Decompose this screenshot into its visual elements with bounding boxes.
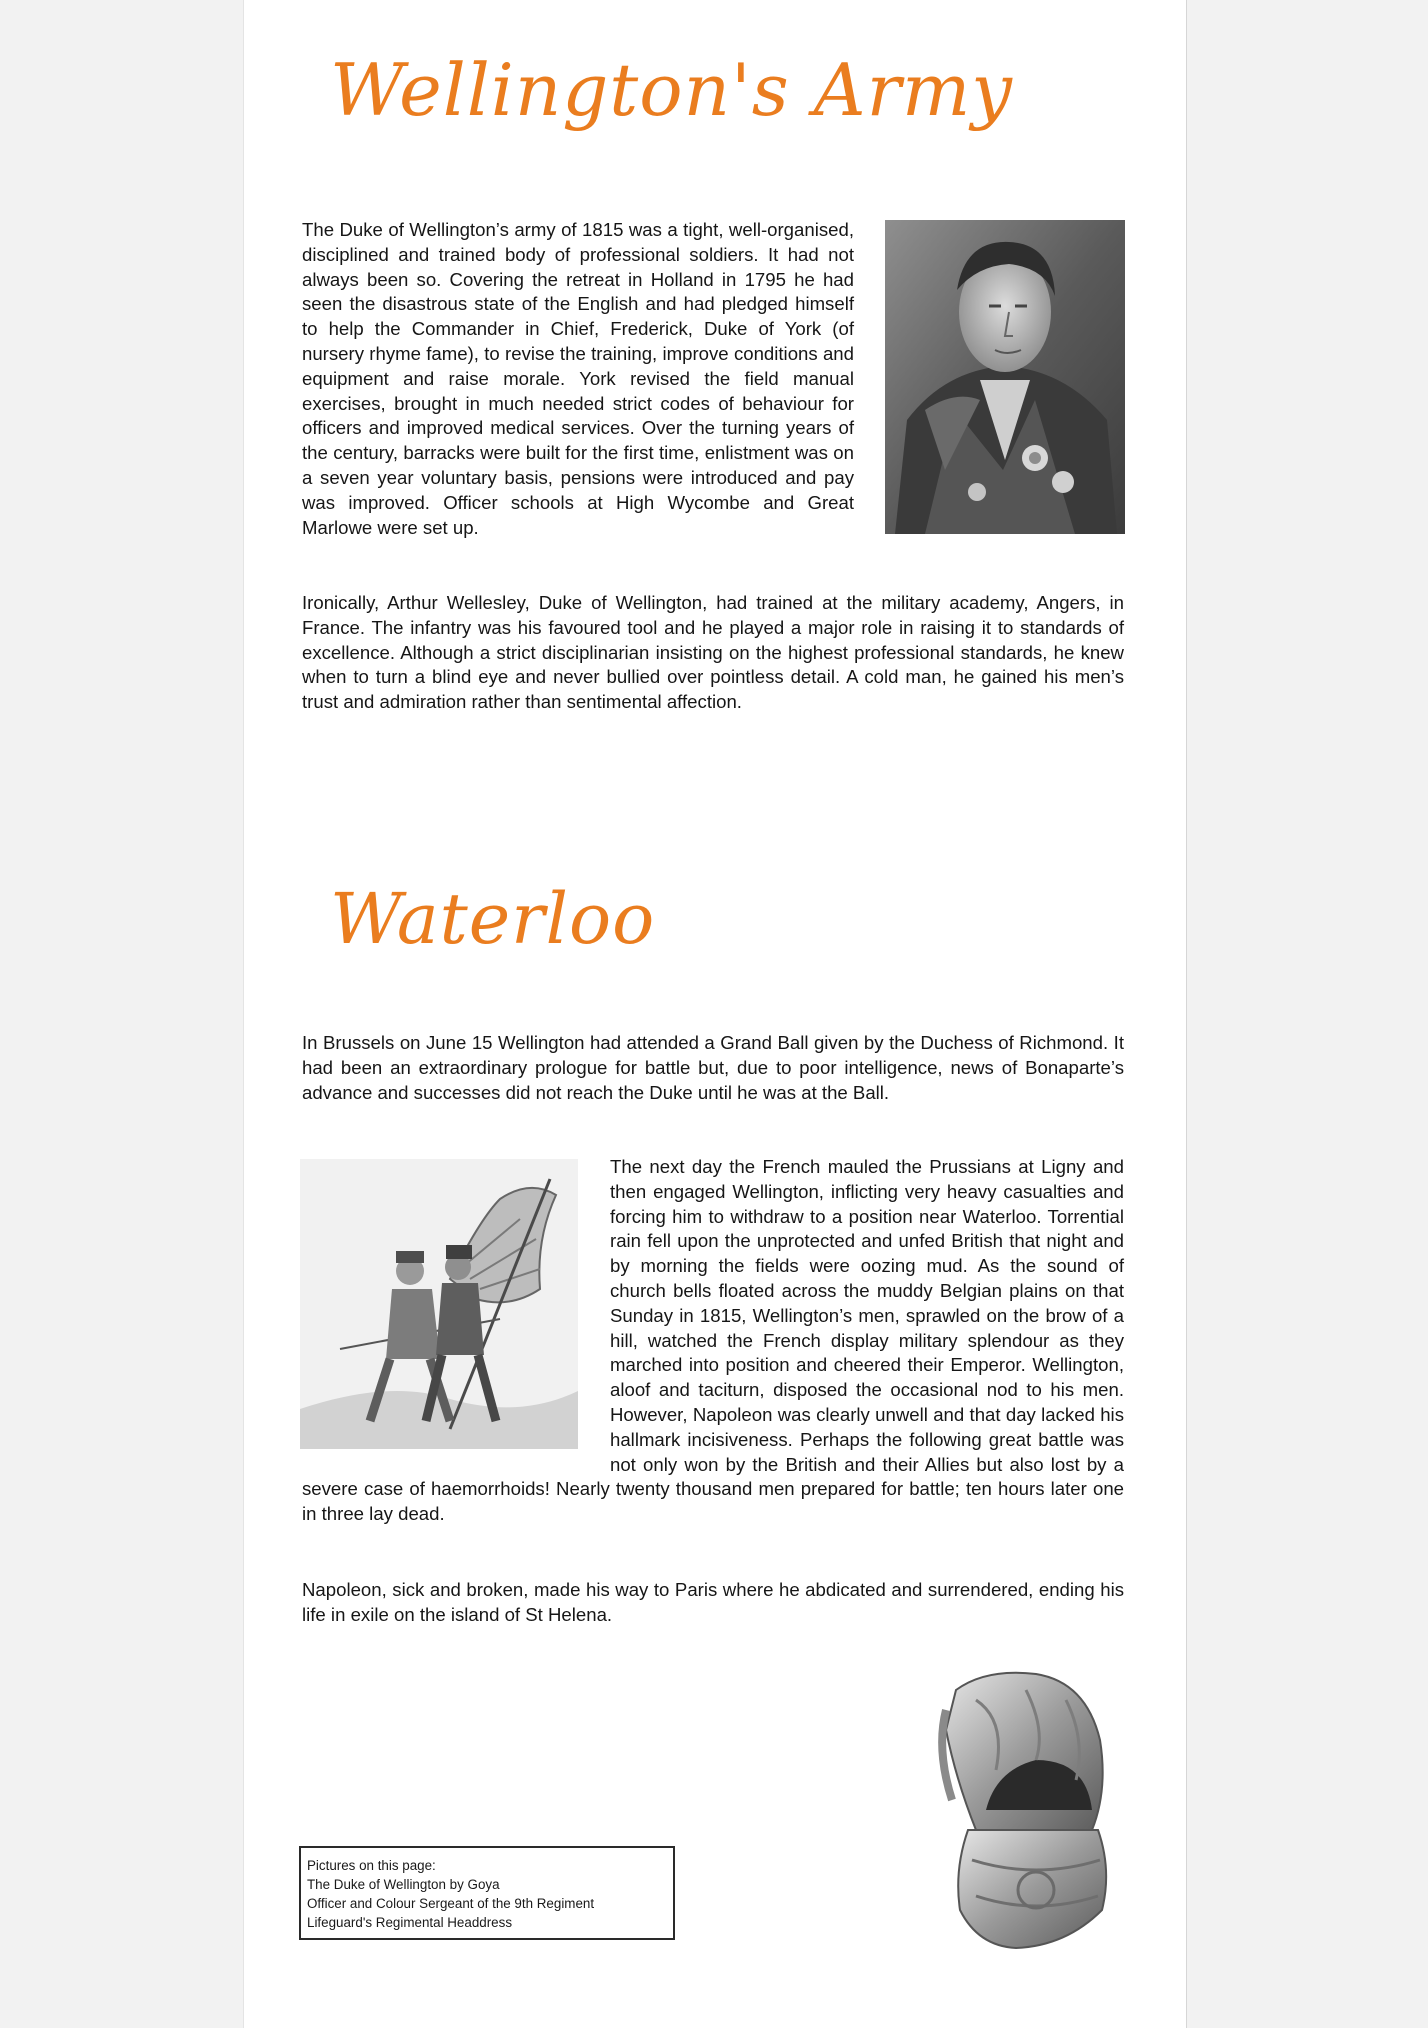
soldiers-with-flag-image [300,1159,578,1449]
wellington-portrait-image [885,220,1125,534]
waterloo-paragraph-2: The next day the French mauled the Prussians at Ligny and then engaged Wellington, inflicting very heavy casualties and forcing him to withdraw to a position near Waterloo. Torrential rain fell upon the unprotected and unfed British that night and by morning the fields were oozing mud. As the sound of church bells floated across the muddy Belgian plains on that Sunday in 1815, Wellington’s men, sprawled on the brow of a hill, watched the French display military splendour as they marched into position and cheered their Emperor. Wellington, aloof and taciturn, disposed the occasional nod to his men. However, Napoleon was clearly unwell and that day lacked his hallmark incisiveness. Perhaps the following great battle was not only won by the British and their Allies but also lost by a severe case of haemorrhoids! Nearly twenty thousand men prepared for battle; ten hours later one in three lay dead. [302,1156,1124,1525]
waterloo-paragraph-1: In Brussels on June 15 Wellington had attended a Grand Ball given by the Duchess of Richmond. It had been an extraordinary prologue for battle but, due to poor intelligence, news of Bonaparte’s advance and successes did not reach the Duke until he was at the Ball. [302,1032,1124,1103]
credits-heading: Pictures on this page: [307,1858,436,1873]
credit-item: Lifeguard's Regimental Headdress [307,1915,513,1930]
credit-item: Officer and Colour Sergeant of the 9th Regiment [307,1896,595,1911]
waterloo-heading: Waterloo [330,878,656,960]
brochure-page [244,0,1186,2028]
picture-credits-box [299,1846,675,1940]
waterloo-paragraph-3: Napoleon, sick and broken, made his way to Paris where he abdicated and surrendered, ending his life in exile on the island of St Helena. [302,1579,1124,1625]
waterloo-paragraph-2-block [302,1155,1124,1527]
army-paragraph-2: Ironically, Arthur Wellesley, Duke of Wellington, had trained at the military academy, Angers, in France. The infantry was his favoured tool and he played a major role in raising it to standards of excellence. Although a strict disciplinarian insisting on the highest professional standards, he knew when to turn a blind eye and never bullied over pointless detail. A cold man, he gained his men’s trust and admiration rather than sentimental affection. [302,592,1124,713]
army-paragraph-1: The Duke of Wellington’s army of 1815 was a tight, well-organised, disciplined and trained body of professional soldiers. It had not always been so. Covering the retreat in Holland in 1795 he had seen the disastrous state of the English and had pledged himself to help the Commander in Chief, Frederick, Duke of York (of nursery rhyme fame), to revise the training, improve conditions and equipment and raise morale. York revised the field manual exercises, brought in much needed strict codes of behaviour for officers and improved medical services. Over the turning years of the century, barracks were built for the first time, enlistment was on a seven year voluntary basis, pensions were introduced and pay was improved. Officer schools at High Wycombe and Great Marlowe were set up. [302,219,854,538]
lifeguard-helmet-image [916,1660,1116,1970]
army-heading: Wellington's Army [330,48,1013,132]
credit-item: The Duke of Wellington by Goya [307,1877,500,1892]
